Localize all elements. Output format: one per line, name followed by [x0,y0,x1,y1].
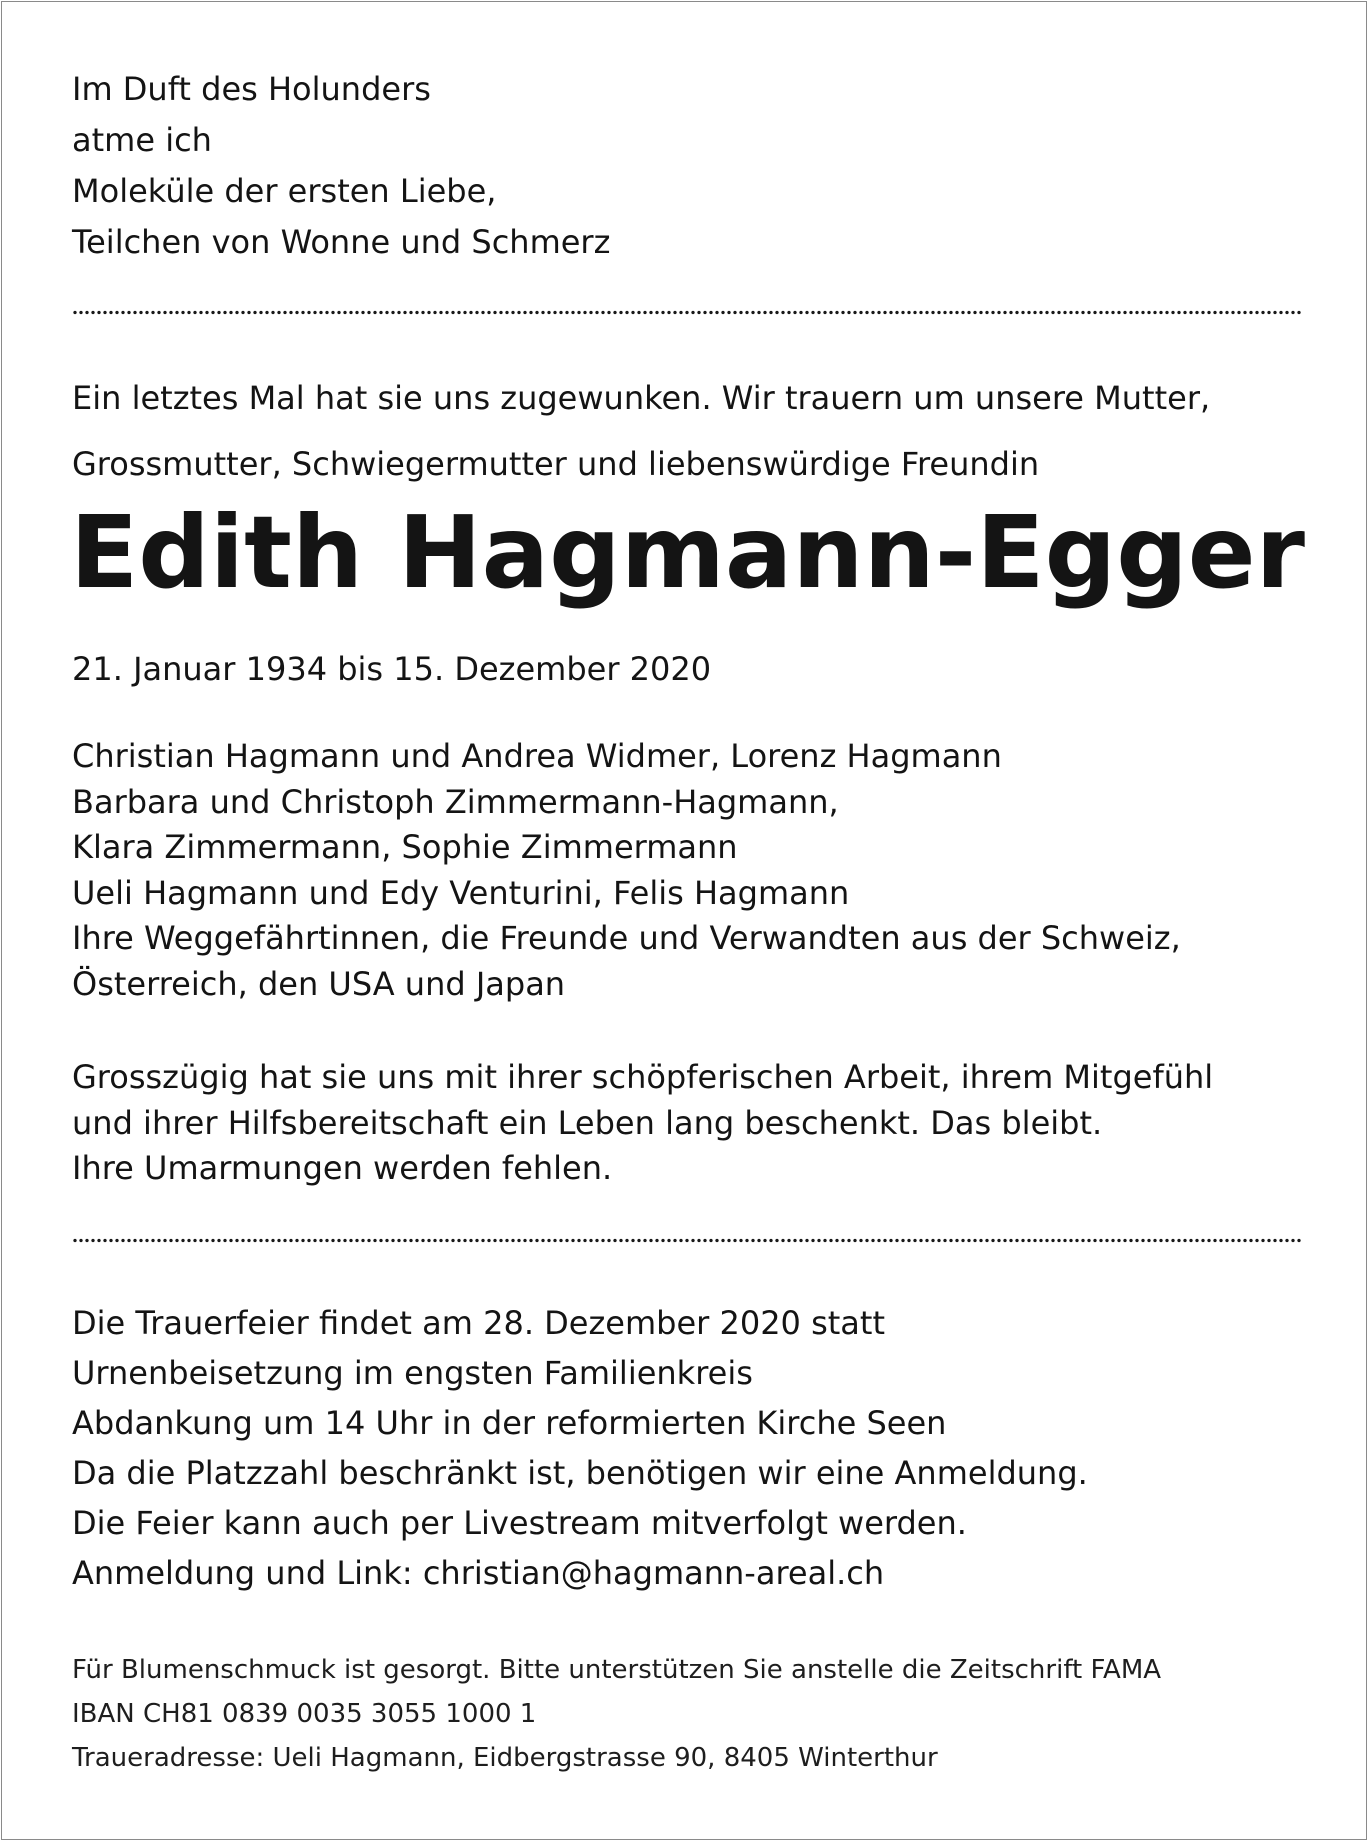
tribute-line: Ihre Umarmungen werden fehlen. [72,1149,613,1188]
service-line: Da die Platzzahl beschränkt ist, benötigen wir eine Anmeldung. [72,1454,1088,1492]
life-dates: 21. Januar 1934 bis 15. Dezember 2020 [72,650,712,688]
footer-line: Für Blumenschmuck ist gesorgt. Bitte unterstützen Sie anstelle die Zeitschrift FAMA [72,1655,1162,1685]
mourning-address: Traueradresse: Ueli Hagmann, Eidbergstrasse 90, 8405 Winterthur [72,1743,938,1773]
tribute-line: Grosszügig hat sie uns mit ihrer schöpferischen Arbeit, ihrem Mitgefühl [72,1058,1214,1096]
poem-line: atme ich [72,121,212,159]
service-line: Urnenbeisetzung im engsten Familienkreis [72,1354,753,1392]
footer-info [72,1648,1161,1780]
tribute-text [72,1055,1213,1192]
service-line: Die Trauerfeier findet am 28. Dezember 2020 statt [72,1304,885,1342]
deceased-name: Edith Hagmann-Egger [70,494,1305,611]
dotted-divider [72,310,1302,315]
tribute-line: und ihrer Hilfsbereitschaft ein Leben lang beschenkt. Das bleibt. [72,1103,1103,1142]
dotted-divider [72,1238,1302,1243]
service-info [72,1298,1088,1598]
family-line: Barbara und Christoph Zimmermann-Hagmann, [72,782,839,821]
family-list [72,734,1181,1008]
intro-line: Ein letztes Mal hat sie uns zugewunken. Wir trauern um unsere Mutter, [72,379,1211,417]
family-line: Christian Hagmann und Andrea Widmer, Lorenz Hagmann [72,737,1002,775]
poem-line: Teilchen von Wonne und Schmerz [72,223,611,261]
iban-line: IBAN CH81 0839 0035 3055 1000 1 [72,1699,537,1729]
family-line: Klara Zimmermann, Sophie Zimmermann [72,828,738,867]
service-line: Abdankung um 14 Uhr in der reformierten Kirche Seen [72,1404,947,1442]
service-line: Die Feier kann auch per Livestream mitverfolgt werden. [72,1504,967,1542]
registration-contact: Anmeldung und Link: christian@hagmann-areal.ch [72,1554,885,1592]
family-line: Ueli Hagmann und Edy Venturini, Felis Hagmann [72,873,850,912]
poem [72,64,610,268]
family-line: Österreich, den USA und Japan [72,964,566,1003]
intro-line: Grossmutter, Schwiegermutter und liebenswürdige Freundin [72,445,1040,483]
poem-line: Moleküle der ersten Liebe, [72,172,497,210]
poem-line: Im Duft des Holunders [72,70,431,108]
intro-text [72,365,1210,497]
family-line: Ihre Weggefährtinnen, die Freunde und Verwandten aus der Schweiz, [72,919,1181,958]
